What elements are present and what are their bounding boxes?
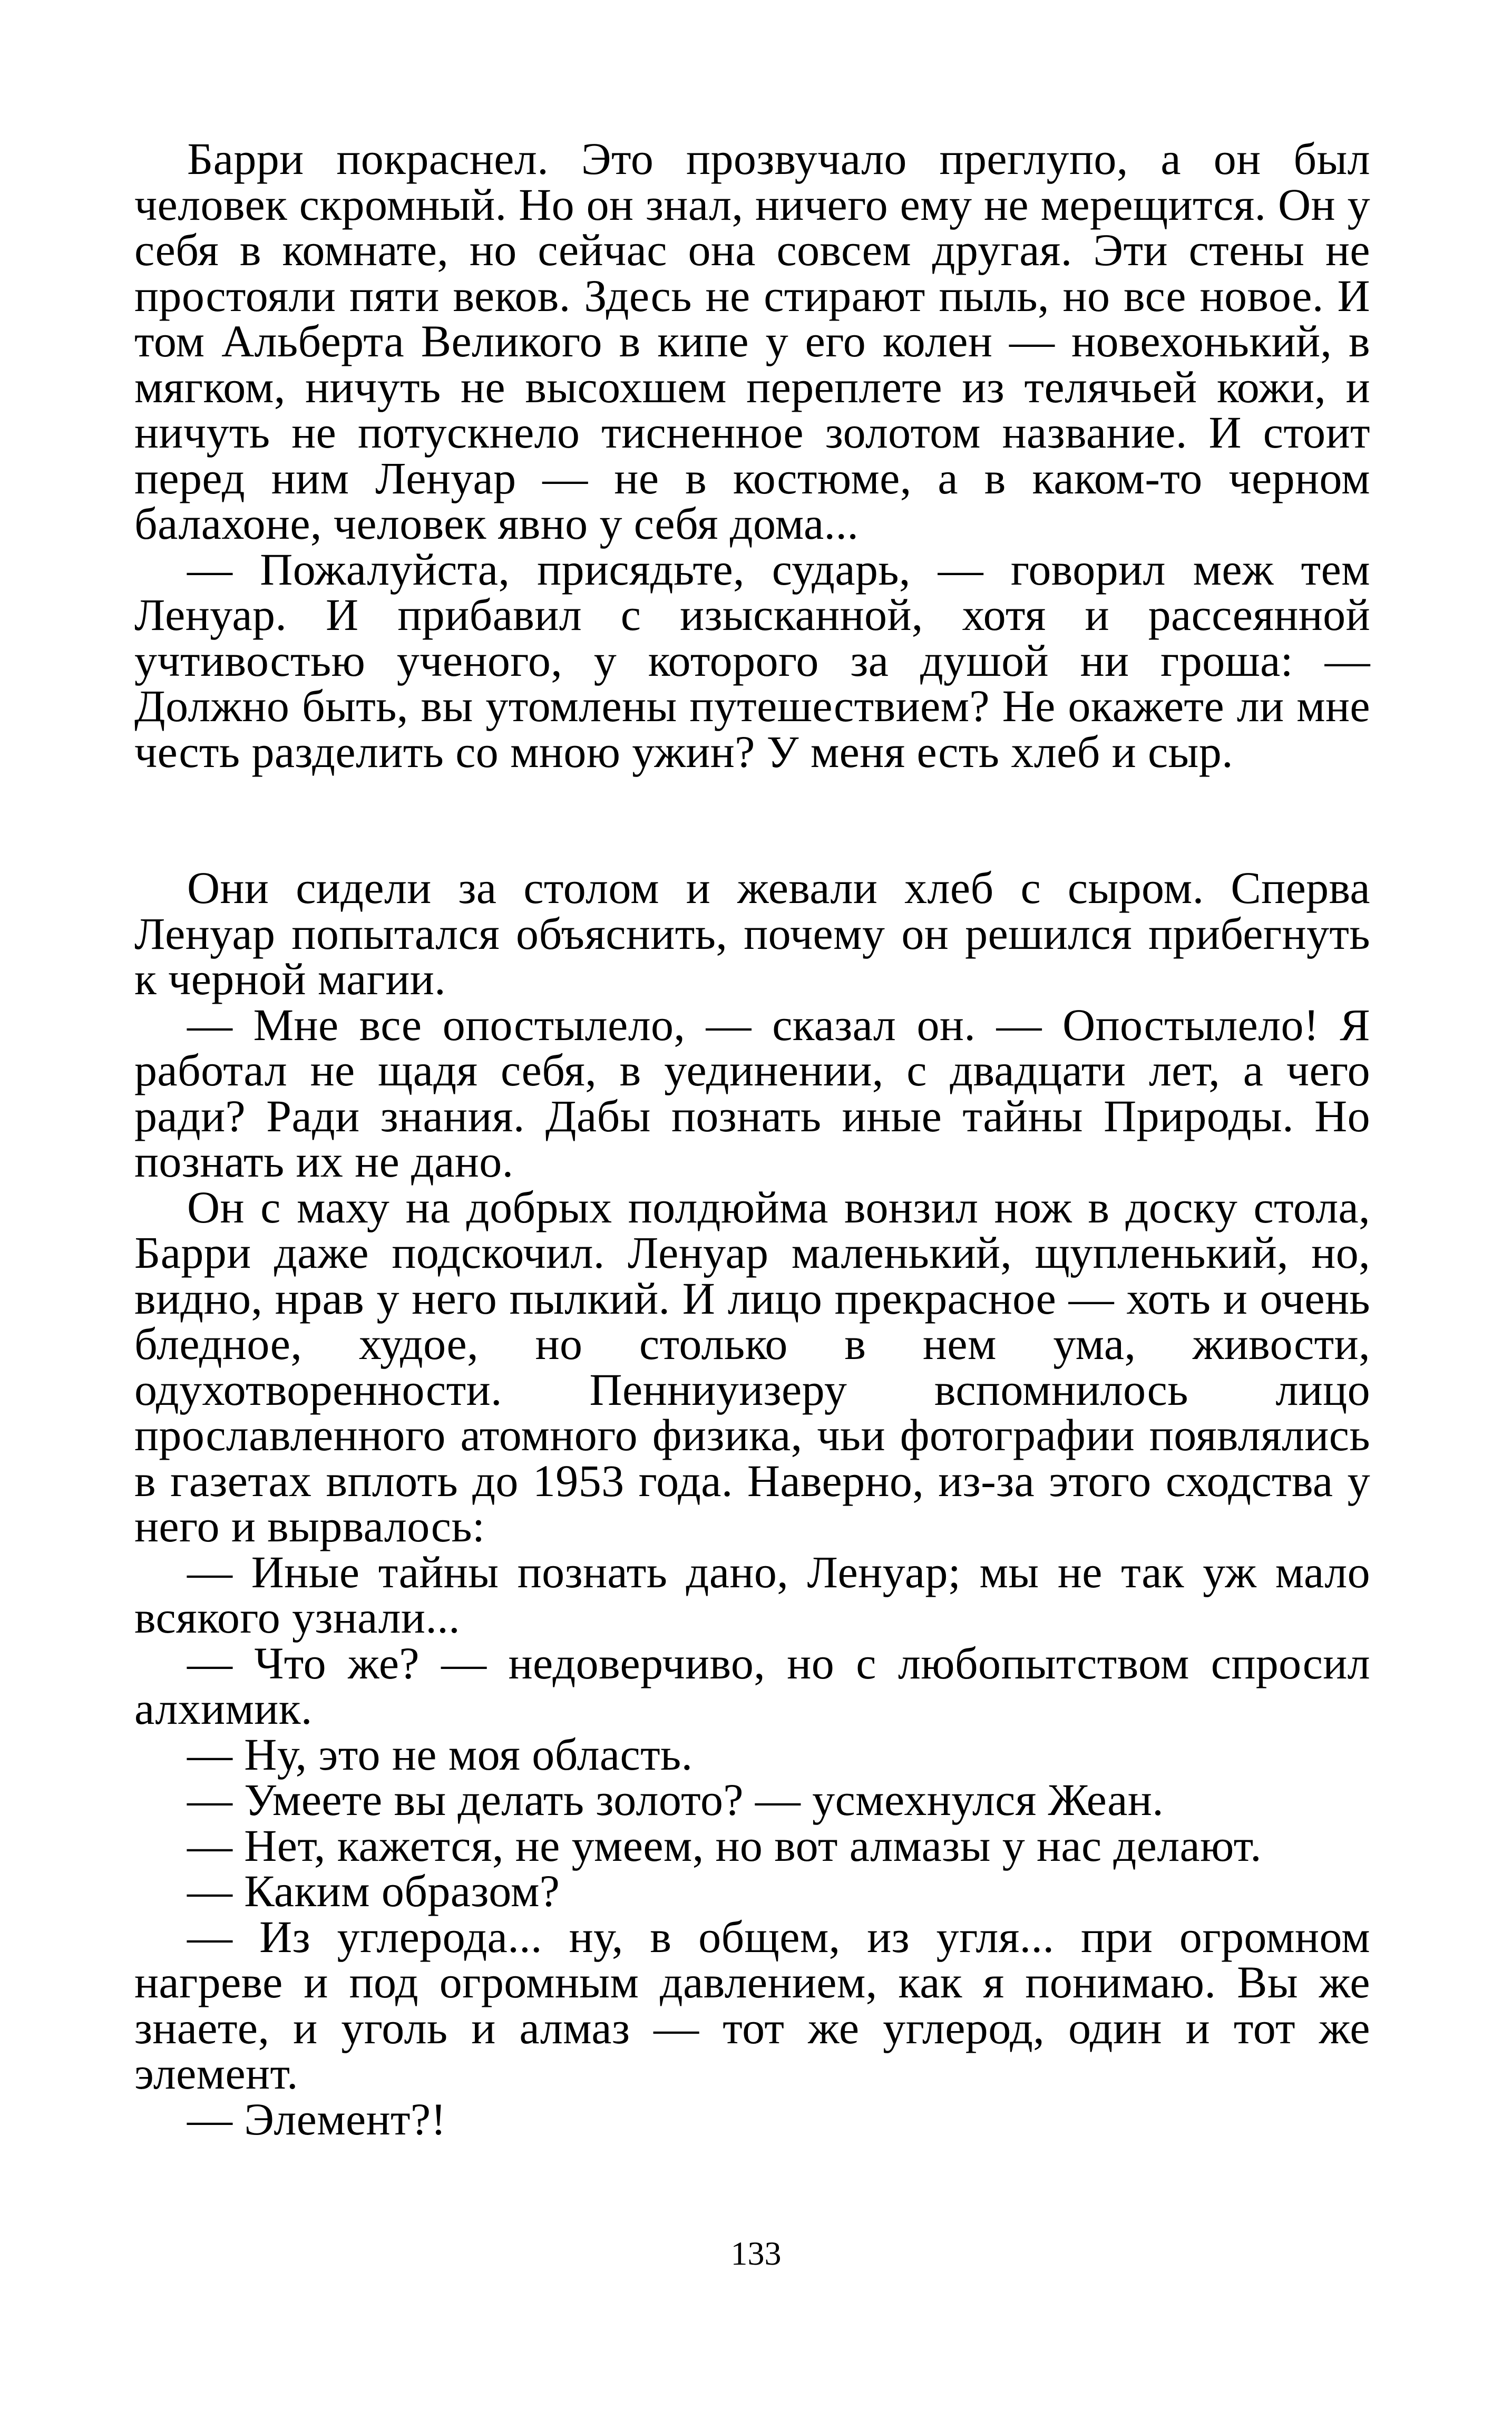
paragraph: — Каким образом? — [187, 1866, 560, 1916]
paragraph: Они сидели за столом и жевали хлеб с сыром. Сперва Ленуар попытался объяснить, почему он решился прибегнуть к черной магии. — [134, 862, 1370, 1004]
paragraph: — Ну, это не моя область. — [187, 1729, 693, 1780]
page-number: 133 — [730, 2235, 782, 2272]
paragraph: — Умеете вы делать золото? — усмехнулся Жеан. — [187, 1774, 1164, 1825]
paragraph: — Мне все опостылело, — сказал он. — Опостылело! Я работал не щадя себя, в уединении, с двадцати лет, а чего ради? Ради знания. Дабы познать иные тайны Природы. Но познать их не дано. — [134, 999, 1370, 1187]
paragraph: Он с маху на добрых полдюйма вонзил нож в доску стола, Барри даже подскочил. Ленуар маленький, щупленький, но, видно, нрав у него пылкий. И лицо прекрасное — хоть и очень бледное, худое, но столько в нем ума, живости, одухотворенности. Пенниуизеру вспомнилось лицо прославленного атомного физика, чьи фотографии появлялись в газетах вплоть до 1953 года. Наверно, из-за этого сходства у него и вырвалось: — [134, 1181, 1370, 1551]
paragraph: Барри покраснел. Это прозвучало преглупо, а он был человек скромный. Но он знал, ничего ему не мерещится. Он у себя в комнате, но сейчас она совсем другая. Эти стены не простояли пяти веков. Здесь не стирают пыль, но все новое. И том Альберта Великого в кипе у его колен — новехонький, в мягком, ничуть не высохшем переплете из телячьей кожи, и ничуть не потускнело тисненное золотом название. И стоит перед ним Ленуар — не в костюме, а в каком-то черном балахоне, человек явно у себя дома... — [134, 133, 1370, 549]
paragraph: — Из углерода... ну, в общем, из угля... при огромном нагреве и под огромным давлением, как я понимаю. Вы же знаете, и уголь и алмаз — тот же углерод, один и тот же элемент. — [134, 1911, 1370, 2099]
paragraph: — Что же? — недоверчиво, но с любопытством спросил алхимик. — [134, 1637, 1370, 1734]
section-break — [134, 774, 1370, 865]
page-body-text — [134, 133, 1370, 2144]
paragraph: — Элемент?! — [187, 2093, 446, 2144]
paragraph: — Пожалуйста, присядьте, сударь, — говорил меж тем Ленуар. И прибавил с изысканной, хотя и рассеянной учтивостью ученого, у которого за душой ни гроша: — Должно быть, вы утомлены путешествием? Не окажете ли мне честь разделить со мною ужин? У меня есть хлеб и сыр. — [134, 543, 1370, 777]
paragraph: — Нет, кажется, не умеем, но вот алмазы у нас делают. — [187, 1820, 1262, 1871]
paragraph: — Иные тайны познать дано, Ленуар; мы не так уж мало всякого узнали... — [134, 1546, 1370, 1643]
